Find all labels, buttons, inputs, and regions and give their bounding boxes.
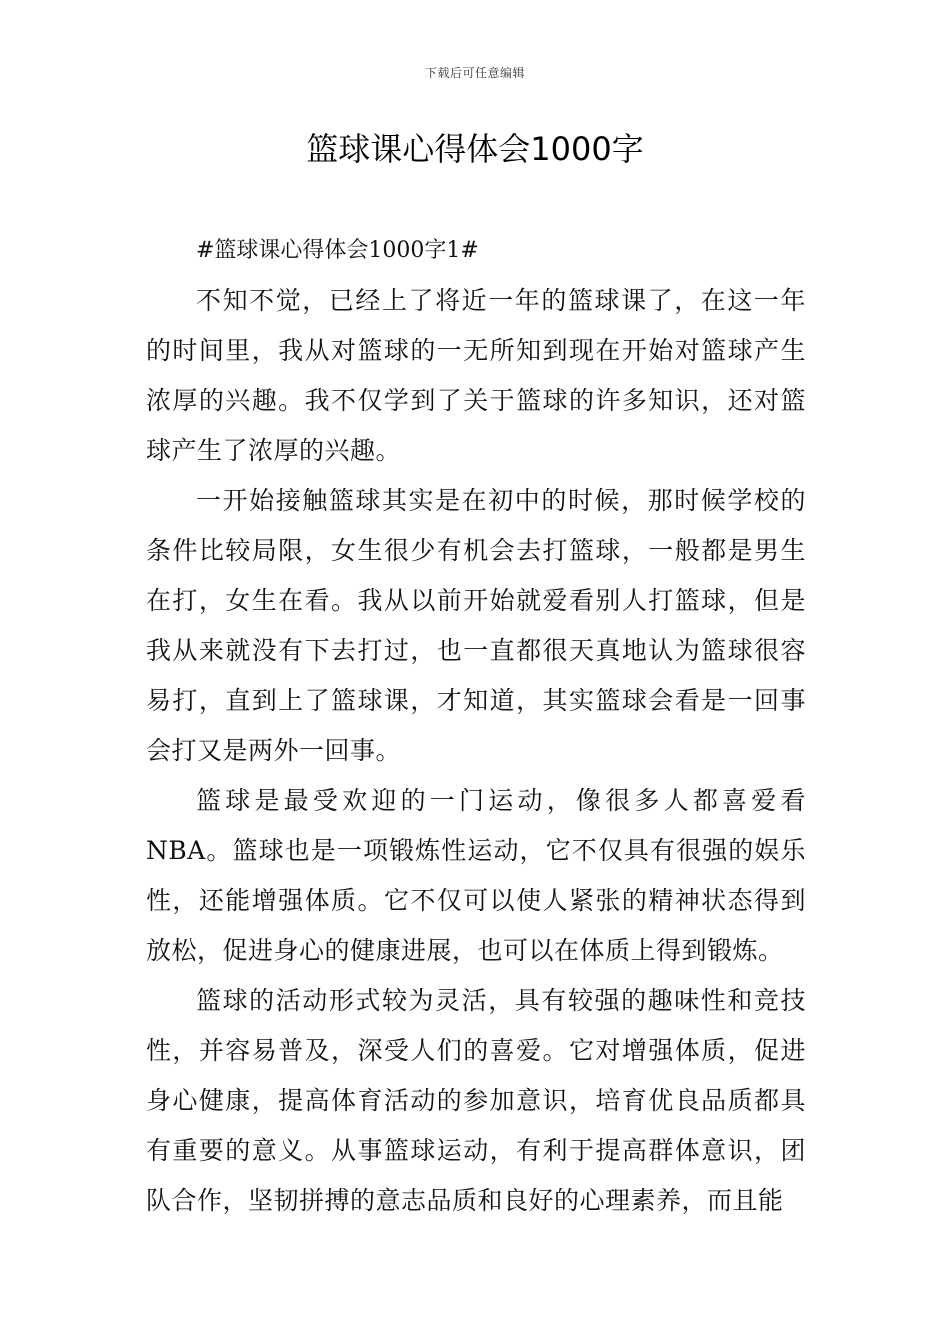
paragraph: 不知不觉，已经上了将近一年的篮球课了，在这一年的时间里，我从对篮球的一无所知到现在开始对篮球产生浓厚的兴趣。我不仅学到了关于篮球的许多知识，还对篮球产生了浓厚的兴趣。 <box>146 286 806 465</box>
section-heading: #篮球课心得体会1000字1# <box>196 238 479 263</box>
document-body <box>146 226 806 1226</box>
page-title: 篮球课心得体会1000字 <box>306 130 644 168</box>
paragraph: 篮球的活动形式较为灵活，具有较强的趣味性和竞技性，并容易普及，深受人们的喜爱。它对增强体质，促进身心健康，提高体育活动的参加意识，培育优良品质都具有重要的意义。从事篮球运动，有利于提高群体意识，团队合作，坚韧拼搏的意志品质和良好的心理素养，而且能 <box>146 986 806 1215</box>
paragraph: 篮球是最受欢迎的一门运动，像很多人都喜爱看NBA。篮球也是一项锻炼性运动，它不仅具有很强的娱乐性，还能增强体质。它不仅可以使人紧张的精神状态得到放松，促进身心的健康进展，也可以在体质上得到锻炼。 <box>146 786 806 965</box>
paragraph: 一开始接触篮球其实是在初中的时候，那时候学校的条件比较局限，女生很少有机会去打篮球，一般都是男生在打，女生在看。我从以前开始就爱看别人打篮球，但是我从来就没有下去打过，也一直都很天真地认为篮球很容易打，直到上了篮球课，才知道，其实篮球会看是一回事会打又是两外一回事。 <box>146 486 806 765</box>
header-note: 下载后可任意编辑 <box>424 66 525 80</box>
